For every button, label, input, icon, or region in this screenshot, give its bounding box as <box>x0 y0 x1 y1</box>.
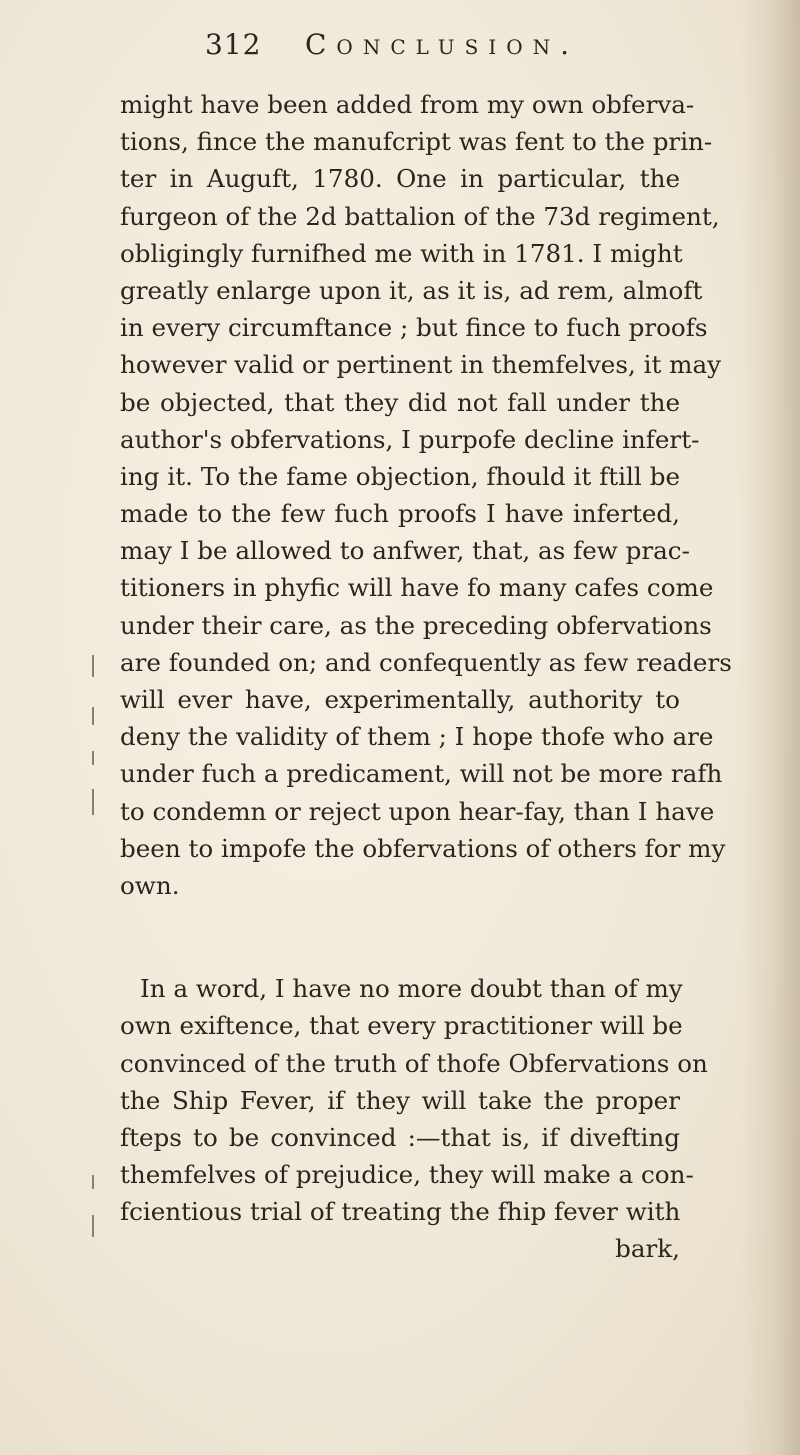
margin-marks <box>88 655 100 1255</box>
text-line: ter in Auguft, 1780. One in particular, the <box>120 164 680 194</box>
text-line: may I be allowed to anfwer, that, as few prac- <box>120 536 690 566</box>
text-line: are founded on; and confequently as few readers <box>120 647 732 677</box>
text-line: been to impofe the obfervations of others for my <box>120 833 726 863</box>
text-line: fcientious trial of treating the fhip fever with <box>120 1197 681 1227</box>
catchword: bark, <box>615 1234 680 1264</box>
page-header <box>205 28 675 68</box>
margin-mark <box>92 789 94 815</box>
paragraph-1 <box>120 86 732 904</box>
text-line: greatly enlarge upon it, as it is, ad rem, almoft <box>120 275 703 305</box>
text-line: made to the few fuch proofs I have inferted, <box>120 499 680 529</box>
paragraph-2 <box>120 970 708 1268</box>
running-title: Conclusion. <box>305 28 580 61</box>
page-edge-shadow <box>740 0 800 1455</box>
text-line: under fuch a predicament, will not be more rafh <box>120 759 723 789</box>
text-line: under their care, as the preceding obfervations <box>120 610 712 640</box>
text-line: might have been added from my own obferva- <box>120 90 695 119</box>
margin-mark <box>92 751 94 765</box>
text-line: own exiftence, that every practitioner will be <box>120 1011 683 1041</box>
text-line: furgeon of the 2d battalion of the 73d regiment, <box>120 201 720 231</box>
text-line: be objected, that they did not fall under the <box>120 387 680 417</box>
text-line: themfelves of prejudice, they will make a con- <box>120 1160 694 1190</box>
paragraph-break <box>120 904 680 970</box>
margin-mark <box>92 1215 94 1237</box>
text-line: author's obfervations, I purpofe decline infert- <box>120 424 700 454</box>
text-line: tions, fince the manufcript was fent to the prin- <box>120 127 713 157</box>
text-line: titioners in phyfic will have fo many cafes come <box>120 573 714 603</box>
text-line: however valid or pertinent in themfelves, it may <box>120 350 722 380</box>
text-line: in every circumftance ; but fince to fuch proofs <box>120 313 708 343</box>
text-line: obligingly furnifhed me with in 1781. I might <box>120 238 683 268</box>
text-line: deny the validity of them ; I hope thofe who are <box>120 722 714 752</box>
text-line: own. <box>120 870 180 900</box>
body-text <box>120 86 732 1268</box>
text-line: will ever have, experimentally, authority to <box>120 685 680 714</box>
margin-mark <box>92 655 94 677</box>
text-line: convinced of the truth of thofe Obfervations on <box>120 1048 708 1078</box>
text-line: In a word, I have no more doubt than of my <box>140 974 683 1004</box>
margin-mark <box>92 1175 94 1189</box>
text-line: to condemn or reject upon hear-fay, than I have <box>120 796 715 826</box>
page-number: 312 <box>205 28 262 61</box>
margin-mark <box>92 707 94 725</box>
text-line: fteps to be convinced :—that is, if divefting <box>120 1122 680 1152</box>
text-line: the Ship Fever, if they will take the proper <box>120 1085 680 1115</box>
text-line: ing it. To the fame objection, fhould it ftill be <box>120 461 680 491</box>
